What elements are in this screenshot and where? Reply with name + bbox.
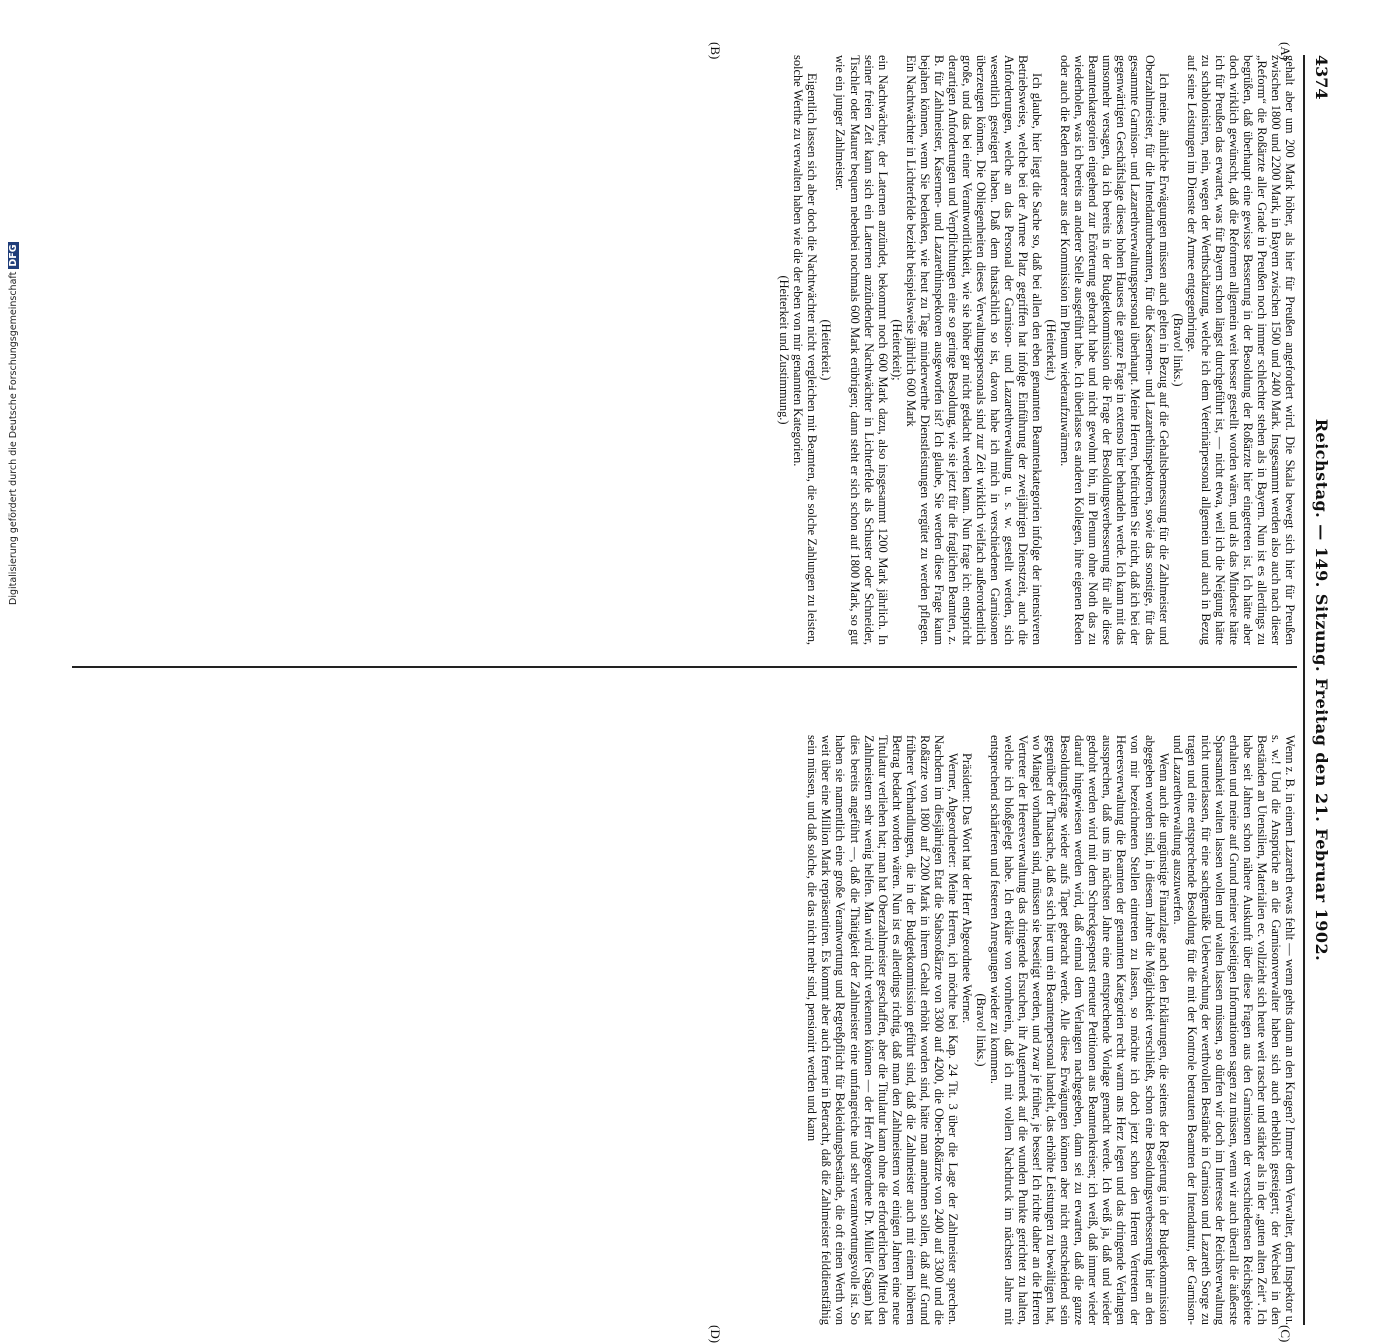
paragraph: (Heiterkeit und Zustimmung.) <box>777 275 792 425</box>
paragraph: Eigentlich lassen sich aber doch die Nachtwächter nicht vergleichen mit Beamten, die solche Zahlungen zu leisten, solche Werthe zu verwalten haben wie die der eben von mir genannten Kategorien. <box>791 55 820 645</box>
paragraph: (Bravo! links.) <box>1170 313 1185 387</box>
page-number: 4374 <box>1312 55 1331 100</box>
paragraph: ein Nachtwächter, der Laternen anzündet, bekommt noch 600 Mark dazu, also insgesammt 1200 Mark jährlich. In seiner freien Zeit kann sich ein Laternen anzündender Nachtwächter in Lichterfelde als Schuster oder Schneider, Tischler oder Maurer bequem nebenbei nochmals 600 Mark erübrigen; dann steht er sich schon auf 1800 Mark, so gut wie ein junger Zahlmeister. <box>833 55 890 645</box>
paragraph: (Heiterkeit.) <box>1044 319 1059 381</box>
margin-marker-a: (A) <box>1278 42 1293 61</box>
digitization-credit <box>8 0 22 605</box>
paragraph: Werner, Abgeordneter: Meine Herren, ich möchte bei Kap. 24 Tit. 3 über die Lage der Zahlmeister sprechen. Nachdem im diesjährigen Etat die Stabsroßärzte von 3300 auf 4200, die Ober-Roßärzte von 2400 auf 3300 und die Roßärzte von 1800 auf 2200 Mark in ihrem Gehalt erhöht worden sind, hätte man annehmen sollen, daß auf Grund früherer Verhandlungen, die in der Budgetkommission geführt sind, daß die Zahlmeister auch mit einem höheren Betrag bedacht worden wären. Nun ist es allerdings richtig, daß man den Zahlmeistern vor einigen Jahren eine neue Titulatur verliehen hat; man hat Oberzahlmeister geschaffen, aber die Titulatur kann ohne die erforderlichen Mittel den Zahlmeistern sehr wenig helfen. Man wird nicht verkennen können — der Herr Abgeordnete Dr. Müller (Sagan) hat dies bereits angeführt —, daß die Thätigkeit der Zahlmeister eine umfangreiche und sehr verantwortungsvolle ist. So haben sie namentlich eine große Verantwortung und Regreßpflicht für Bekleidungsbestände, die oft einen Werth von weit über eine Million Mark repräsentiren. Es kommt aber auch ferner in Betracht, daß die Zahlmeister felddienstfähig sein müssen, und daß solche, die das nicht mehr sind, pensionirt werden und kann <box>805 735 960 1325</box>
left-text-column <box>72 55 1297 645</box>
page-title: Reichstag. — 149. Sitzung. Freitag den 21. Februar 1902. <box>1312 418 1331 962</box>
margin-marker-d: (D) <box>708 1325 723 1343</box>
paragraph: (Heiterkeit); <box>889 319 904 381</box>
page-header <box>1303 55 1331 1325</box>
paragraph: Wenn auch die ungünstige Finanzlage nach den Erklärungen, die seitens der Regierung in der Budgetkommission abgegeben worden sind, in diesem Jahre die Möglichkeit verschließt, schon eine Besoldungsverbesserung hier an den von mir bezeichneten Stellen eintreten zu lassen, so möchte ich doch jetzt schon den Herren Vertretern der Heeresverwaltung die Beamten der genannten Kategorien recht warm ans Herz legen und das dringende Verlangen aussprechen, daß uns im nächsten Jahre eine entsprechende Vorlage gemacht werde. Ich weiß ja, daß und wieder gedroht werden wird mit dem Schreckgespenst erneuter Petitionen aus Beamtenkreisen; ich weiß, daß immer wieder darauf hingewiesen werden wird, daß einmal dem Verlangen nachgegeben, dann sei zu erwarten, daß die ganze Besoldungsfrage wieder aufs Tapet gebracht werde. Alle diese Erwägungen können aber nicht entscheidend sein gegenüber der Thatsache, daß es sich hier um ein Beamtenpersonal handelt, das erhöhte Leistungen zu bewältigen hat, wo Mängel vorhanden sind, müssen sie beseitigt werden, und zwar je früher, je besser! Ich richte daher an die Herren Vertreter der Heeresverwaltung das dringende Ersuchen, ihr Augenmerk auf die wunden Punkte gerichtet zu halten, welche ich bloßgelegt habe. Ich erkläre von vornherein, daß ich mit vollem Nachdruck im nächsten Jahre mit entsprechend schärferen und festeren Anregungen wieder zu kommen. <box>988 735 1171 1325</box>
paragraph: (Bravo! links.) <box>973 993 988 1067</box>
column-divider <box>72 666 1297 668</box>
credit-text: Digitalisierung gefördert durch die Deutsche Forschungsgemeinschaft <box>8 271 19 605</box>
margin-marker-b: (B) <box>708 42 723 60</box>
paragraph: (Heiterkeit.) <box>819 319 834 381</box>
paragraph: gehalt aber um 200 Mark höher, als hier für Preußen angefordert wird. Die Skala bewegt sich hier für Preußen zwischen 1800 und 2200 Mark, in Bayern zwischen 1500 und 2400 Mark. Insgesammt werden also auch nach dieser „Reform“ die Roßärzte aller Grade in Preußen noch immer schlechter stehen als in Bayern. Nun ist es allerdings zu begrüßen, daß überhaupt eine gewisse Besserung in der Besoldung der Roßärzte hier eingetreten ist. Ich hätte aber doch wirklich gewünscht, daß die Reformen allgemein weit besser gestellt worden wären, und als das Mindeste hätte ich für Preußen das erwartet, was für Bayern schon längst durchgeführt ist, — nicht etwa, weil ich die Neigung hätte zu schablonisiren, nein, wegen der Werthschätzung, welche ich dem Veterinärpersonal allgemein und auch in Bezug auf seine Leistungen im Dienste der Armee entgegenbringe. <box>1184 55 1297 645</box>
paragraph: Wenn z. B. in einem Lazareth etwas fehlt — wenn gehts dann an den Kragen? Immer dem Verwalter, dem Inspektor u. s. w.! Und die Ansprüche an die Garnisonverwalter haben sich auch erheblich gesteigert; der Wechsel in den Beständen an Utensilien, Materialien ec. vollzieht sich heute weit rascher und stärker als in der „guten alten Zeit“. Ich habe seit Jahren schon nähere Auskunft über diese Fragen aus den Garnisonen der verschiedensten Reichsgebiete erhalten und meine auf Grund meiner vielseitigen Informationen sagen zu müssen, wenn wir auch überall die äußerste Sparsamkeit walten lassen wollen und walten lassen müssen, so dürfen wir doch im Interesse der Reichsverwaltung nicht unterlassen, für eine sachgemäße Ueberwachung der werthvollen Bestände in Garnison und Lazareth Sorge zu tragen und eine entsprechende Besoldung für die mit der Kontrole betrauten Beamten der Intendantur, der Garnison- und Lazarethverwaltung auszuwerfen. <box>1170 735 1297 1325</box>
paragraph: Ich meine, ähnliche Erwägungen müssen auch gelten in Bezug auf die Gehaltsbemessung für die Zahlmeister und Oberzahlmeister, für die Intendanturbeamten, für die Kasernen- und Lazarethinspektoren, sowie das sonstige, für das gesammte Garnison- und Lazarethverwaltungspersonal überhaupt. Meine Herren, befürchten Sie nicht, daß ich bei der gegenwärtigen Geschäftslage dieses hohen Hauses die ganze Frage in extenso hier behandeln werde. Ich kann mit das umsomehr versagen, da ich bereits in der Budgetkommission die Frage der Besoldungsverbesserung für alle diese Beamtenkategorien eingehend zur Erörterung gebracht habe und nicht gewohnt bin, im Plenum ohne Noth das zu wiederholen, was ich bereits an anderer Stelle ausgeführt habe. Ich überlasse es anderen Kollegen, ihre eigenen Reden oder auch die Reden anderer aus der Kommission im Plenum wiederaufzuwärmen. <box>1058 55 1171 645</box>
margin-marker-c: (C) <box>1278 1325 1293 1343</box>
paragraph: Ich glaube, hier liegt die Sache so, daß bei allen den eben genannten Beamtenkategorien infolge der intensiveren Betriebsweise, welche bei der Armee Platz gegriffen hat infolge Einführung der zweijährigen Dienstzeit, auch die Anforderungen, welche an das Personal der Garnison- und Lazarethverwaltung u. s. w. gestellt werden, sich wesentlich gesteigert haben. Daß dem thatsächlich so ist, davon habe ich mich in verschiedenen Garnisonen überzeugen können. Die Obliegenheiten dieses Verwaltungspersonals sind zur Zeit wirklich vielfach außerordentlich große, und das bei einer Verantwortlichkeit, wie sie höher gar nicht gedacht werden kann. Nun frage ich: entspricht derartigen Anforderungen und Verpflichtungen eine so geringe Besoldung, wie sie jetzt für die fraglichen Beamten, z. B. für Zahlmeister, Kasernen- und Lazarethinspektoren ausgeworfen ist? Ich glaube, Sie werden diese Frage kaum bejahen können, wenn Sie bedenken, wie heut zu Tage minderwerthe Dienstleistungen vergütet zu werden pflegen. Ein Nachtwächter in Lichterfelde bezieht beispielsweise jährlich 600 Mark <box>903 55 1045 645</box>
paragraph: Präsident: Das Wort hat der Herr Abgeordnete Werner. <box>959 753 974 1024</box>
dfg-logo: DFG <box>8 244 19 267</box>
right-text-column <box>72 735 1297 1325</box>
